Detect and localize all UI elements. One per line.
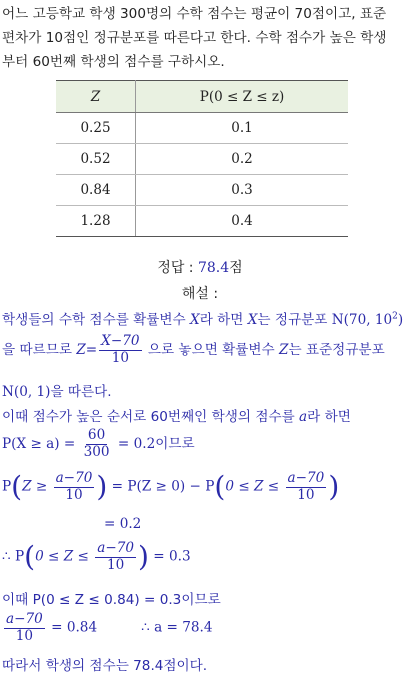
fraction — [95, 541, 136, 573]
answer-value: 78.4 — [197, 260, 230, 276]
table-cell-p: 0.1 — [136, 113, 348, 144]
solution-text: 학생들의 수학 점수를 확률변수 — [2, 312, 190, 328]
table-cell-z: 0.25 — [56, 113, 136, 144]
solution-line-1 — [2, 308, 403, 328]
fraction-denominator: 300 — [83, 443, 110, 460]
solution-line-2 — [2, 334, 385, 366]
fraction — [54, 471, 95, 503]
fraction-denominator: 10 — [65, 486, 83, 503]
table-row — [56, 113, 348, 144]
answer-line — [0, 257, 400, 277]
table-header-probability: P(0 ≤ Z ≤ z) — [136, 81, 348, 113]
math-expr: = 0.84 — [46, 619, 98, 636]
solution-line-5 — [2, 428, 195, 460]
math-expr: P — [2, 478, 12, 495]
fraction-numerator: a−70 — [287, 470, 325, 486]
math-exponent: 2 — [392, 311, 398, 322]
fraction-numerator: X−70 — [101, 333, 140, 349]
fraction-denominator: 10 — [297, 486, 315, 503]
problem-text — [2, 2, 398, 74]
math-expr: P — [14, 548, 25, 565]
math-var: X — [247, 312, 258, 328]
fraction-denominator: 10 — [15, 627, 34, 644]
fraction-numerator: a−70 — [55, 470, 93, 486]
math-var: a — [299, 409, 308, 425]
left-paren: ( — [214, 470, 226, 504]
table-cell-z: 0.52 — [56, 144, 136, 175]
table-cell-z: 0.84 — [56, 175, 136, 206]
solution-line-7: = 0.2 — [104, 516, 142, 532]
solution-text: 라 하면 — [307, 409, 351, 425]
table-row — [56, 175, 348, 206]
table-cell-p: 0.2 — [136, 144, 348, 175]
right-paren: ) — [96, 470, 108, 504]
math-var: Z — [76, 342, 86, 359]
math-expr: = — [85, 342, 98, 359]
table-row — [56, 144, 348, 175]
math-var: Z — [279, 342, 289, 359]
fraction — [99, 334, 141, 366]
left-paren: ( — [24, 540, 36, 574]
math-expr: = P(Z ≥ 0) − P — [107, 478, 215, 495]
fraction-numerator: a−70 — [97, 540, 135, 556]
conclusion-expr: ∴ a = 78.4 — [141, 619, 213, 636]
solution-line-9: 이때 P(0 ≤ Z ≤ 0.84) = 0.3이므로 — [2, 592, 221, 608]
table-header-z: Z — [56, 81, 136, 113]
math-expr: P(X ≥ a) = — [2, 436, 80, 453]
solution-line-11: 따라서 학생의 점수는 78.4점이다. — [2, 658, 208, 674]
explanation-title: 해설 : — [181, 286, 219, 302]
fraction — [4, 612, 45, 644]
solution-text: 으로 놓으면 확률변수 — [143, 342, 279, 359]
fraction — [286, 471, 327, 503]
math-expr: 0 ≤ Z ≤ — [225, 478, 284, 495]
fraction-denominator: 10 — [106, 556, 125, 573]
math-expr: N(0, 1) — [2, 384, 51, 400]
solution-text: 을 따른다. — [50, 384, 112, 400]
left-paren: ( — [11, 470, 23, 504]
problem-line-3: 부터 60번째 학생의 점수를 구하시오. — [2, 54, 225, 70]
right-paren: ) — [138, 540, 149, 574]
fraction-denominator: 10 — [111, 349, 129, 366]
problem-line-1: 어느 고등학교 학생 300명의 수학 점수는 평균이 70점이고, 표준 — [2, 6, 387, 22]
math-expr: = 0.3 — [148, 548, 191, 565]
table-cell-p: 0.4 — [136, 206, 348, 237]
solution-line-10 — [2, 612, 212, 644]
table-row — [56, 206, 348, 237]
math-expr: = 0.2이므로 — [113, 436, 195, 453]
answer-unit: 점 — [229, 260, 243, 276]
fraction-numerator: a−70 — [6, 611, 43, 627]
solution-line-8 — [2, 541, 191, 573]
solution-text: 는 표준정규분포 — [288, 342, 385, 359]
table-cell-z: 1.28 — [56, 206, 136, 237]
normal-distribution-table — [56, 80, 348, 237]
fraction — [82, 428, 112, 460]
answer-label: 정답 : — [157, 260, 198, 276]
solution-line-4 — [2, 405, 351, 425]
math-var: X — [190, 312, 200, 328]
right-paren: ) — [328, 470, 340, 504]
math-expr: Z ≥ — [22, 478, 52, 495]
solution-line-3 — [2, 380, 112, 400]
solution-text: 이때 점수가 높은 순서로 60번째인 학생의 점수를 — [2, 409, 300, 425]
fraction-numerator: 60 — [87, 427, 106, 443]
table-header-row — [56, 81, 348, 113]
math-expr: 0 ≤ Z ≤ — [35, 548, 94, 565]
math-expr: ) — [397, 312, 403, 328]
solution-line-6 — [2, 471, 339, 503]
therefore-symbol: ∴ — [2, 548, 15, 565]
solution-text: 을 따르므로 — [2, 342, 77, 359]
math-expr: N(70, 10 — [331, 312, 393, 328]
table-cell-p: 0.3 — [136, 175, 348, 206]
solution-text: 는 정규분포 — [257, 312, 332, 328]
solution-text: 라 하면 — [199, 312, 248, 328]
problem-line-2: 편차가 10점인 정규분포를 따른다고 한다. 수학 점수가 높은 학생 — [2, 30, 387, 46]
